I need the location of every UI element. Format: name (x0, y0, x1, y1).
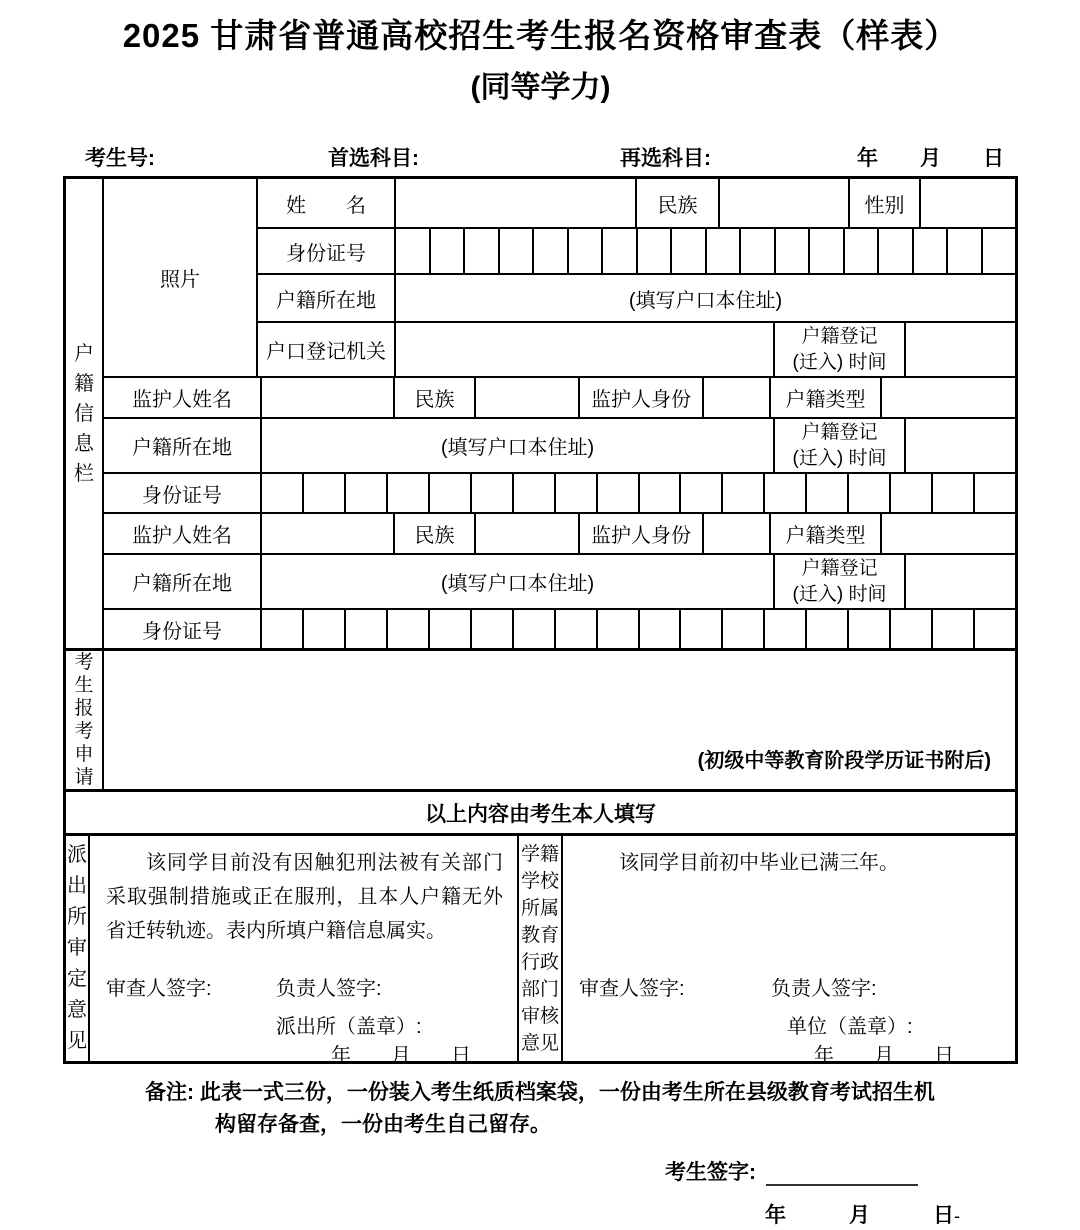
school-seal-label: 单位（盖章）: (787, 1016, 913, 1038)
id-digit-box (763, 610, 805, 648)
residence-label: 户籍所在地 (276, 289, 376, 312)
candidate-block (104, 179, 1015, 376)
police-review-box (90, 836, 517, 1067)
fill-notice: 以上内容由考生本人填写 (66, 789, 1015, 833)
police-date-label: 年 月 日 (331, 1045, 471, 1067)
household-section (66, 179, 1015, 648)
id-digit-box (847, 610, 889, 648)
school-reviewer-signature-label: 审查人签字: (579, 978, 685, 1000)
id-digit-box (739, 229, 774, 273)
registry-time-label: 户籍登记 (迁入) 时间 (773, 555, 904, 608)
police-statement: 该同学目前没有因触犯刑法被有关部门采取强制措施或正在服刑，且本人户籍无外省迁转轨迹。表内所填户籍信息属实。 (106, 852, 503, 942)
guardian-ethnicity-label: 民族 (393, 378, 474, 417)
id-digit-box (670, 229, 705, 273)
gender-value-cell (919, 179, 1015, 227)
police-responsible-signature-label: 负责人签字: (276, 978, 382, 1000)
id-digit-box (843, 229, 878, 273)
application-side-cell (66, 651, 104, 789)
name-value-cell (394, 179, 635, 227)
id-digit-box (512, 610, 554, 648)
footer-trailing-dash: - (954, 1206, 960, 1226)
id-digit-box (889, 610, 931, 648)
residence-hint: (填写户口本住址) (260, 555, 773, 608)
household-side-cell (66, 179, 104, 648)
registry-time-value-cell (904, 555, 1015, 608)
id-digit-box (912, 229, 947, 273)
application-note: (初级中等教育阶段学历证书附后) (697, 750, 991, 772)
police-side-label: 派出所审定意见 (67, 844, 87, 1052)
id-digit-box (463, 229, 498, 273)
school-statement: 该同学目前初中毕业已满三年。 (619, 852, 899, 874)
residence-hint: (填写户口本住址) (394, 275, 1015, 321)
registry-time-value-cell (904, 323, 1015, 376)
guardian-ethnicity-label: 民族 (393, 514, 474, 553)
footer-note (145, 1077, 945, 1141)
id-digit-box (596, 610, 638, 648)
id-digit-box (532, 229, 567, 273)
id-digit-box (889, 474, 931, 512)
registry-time-value-cell (904, 419, 1015, 472)
id-digit-box (567, 229, 602, 273)
id-digit-box (601, 229, 636, 273)
id-digit-box (946, 229, 981, 273)
id-digit-box (396, 229, 429, 273)
top-date-label: 年 月 日 (857, 147, 1004, 170)
footer-note-text: 此表一式三份，一份装入考生纸质档案袋，一份由考生所在县级教育考试招生机构留存备查，一份由考生自己留存。 (199, 1081, 935, 1136)
id-digit-box (973, 610, 1015, 648)
residence-label: 户籍所在地 (132, 437, 232, 459)
guardian-id-row (104, 608, 1015, 648)
id-digit-box (763, 474, 805, 512)
id-digit-box (705, 229, 740, 273)
footer-date-label: 年 月 日 (765, 1204, 954, 1227)
id-digit-box (554, 610, 596, 648)
household-type-label: 户籍类型 (769, 378, 880, 417)
first-subject-label: 首选科目: (328, 147, 419, 170)
id-digit-box (931, 474, 973, 512)
household-type-value-cell (880, 514, 1015, 553)
id-digit-box (638, 610, 680, 648)
household-content (104, 179, 1015, 648)
name-row (258, 179, 1015, 227)
id-number-label: 身份证号 (142, 484, 222, 507)
top-fields-row (63, 142, 1018, 172)
guardian-identity-label: 监护人身份 (578, 378, 702, 417)
id-digit-box (981, 229, 1016, 273)
id-number-label: 身份证号 (142, 620, 222, 643)
id-digit-box (386, 610, 428, 648)
id-digit-grid (260, 610, 1015, 648)
school-review-box (563, 836, 1018, 1067)
guardian-name-label: 监护人姓名 (132, 389, 232, 411)
guardian-residence-row (104, 417, 1015, 472)
id-digit-box (877, 229, 912, 273)
id-digit-box (302, 474, 344, 512)
school-side-cell (517, 836, 563, 1061)
id-digit-box (931, 610, 973, 648)
application-side-label: 考生报考申请 (74, 652, 94, 788)
photo-cell: 照片 (104, 179, 258, 376)
registry-office-row (258, 321, 1015, 376)
guardian-name-value-cell (260, 514, 393, 553)
school-responsible-signature-label: 负责人签字: (771, 978, 877, 1000)
page-title: 2025 甘肃省普通高校招生考生报名资格审查表（样表） (122, 17, 959, 54)
guardian-row (104, 512, 1015, 553)
candidate-signature-label: 考生签字: (665, 1161, 756, 1184)
id-digit-box (638, 474, 680, 512)
page-subtitle: (同等学力) (470, 71, 611, 104)
id-digit-box (679, 474, 721, 512)
id-digit-box (470, 474, 512, 512)
id-digit-grid (394, 229, 1015, 273)
ethnicity-value-cell (718, 179, 848, 227)
registry-time-label: 户籍登记 (迁入) 时间 (773, 419, 904, 472)
id-digit-box (386, 474, 428, 512)
residence-row (258, 273, 1015, 321)
id-number-row (258, 227, 1015, 273)
gender-label: 性别 (848, 179, 919, 227)
id-digit-box (428, 610, 470, 648)
guardian-identity-label: 监护人身份 (578, 514, 702, 553)
id-digit-box (808, 229, 843, 273)
id-digit-box (721, 474, 763, 512)
id-digit-box (679, 610, 721, 648)
police-side-cell (66, 836, 90, 1061)
household-type-label: 户籍类型 (769, 514, 880, 553)
id-digit-box (262, 474, 302, 512)
guardian-row (104, 376, 1015, 417)
application-section (66, 648, 1015, 789)
guardian-identity-value-cell (702, 378, 769, 417)
id-digit-box (302, 610, 344, 648)
household-side-label: 户籍信息栏 (74, 342, 94, 485)
school-date-label: 年 月 日 (814, 1045, 954, 1067)
id-digit-grid (260, 474, 1015, 512)
id-digit-box (596, 474, 638, 512)
name-label: 姓 名 (286, 194, 366, 217)
guardian-name-label: 监护人姓名 (132, 525, 232, 547)
guardian-id-row (104, 472, 1015, 512)
id-digit-box (262, 610, 302, 648)
id-digit-box (344, 474, 386, 512)
guardian-residence-row (104, 553, 1015, 608)
id-digit-box (429, 229, 464, 273)
id-digit-box (428, 474, 470, 512)
registry-office-label: 户口登记机关 (266, 341, 386, 363)
residence-hint: (填写户口本住址) (260, 419, 773, 472)
id-digit-box (847, 474, 889, 512)
id-digit-box (636, 229, 671, 273)
guardian-name-value-cell (260, 378, 393, 417)
id-digit-box (805, 610, 847, 648)
id-digit-box (721, 610, 763, 648)
second-subject-label: 再选科目: (620, 147, 711, 170)
form-table (63, 176, 1018, 1067)
registry-time-label: 户籍登记 (迁入) 时间 (773, 323, 904, 376)
id-digit-box (774, 229, 809, 273)
police-reviewer-signature-label: 审查人签字: (106, 978, 212, 1000)
id-digit-box (470, 610, 512, 648)
id-digit-box (344, 610, 386, 648)
id-number-label: 身份证号 (286, 242, 366, 265)
review-section (66, 833, 1015, 1067)
id-digit-box (805, 474, 847, 512)
signature-line (766, 1162, 918, 1186)
residence-label: 户籍所在地 (132, 573, 232, 595)
guardian-ethnicity-value-cell (474, 514, 578, 553)
candidate-no-label: 考生号: (85, 147, 155, 170)
school-side-label: 学籍学校所属教育行政部门审核意见 (520, 843, 559, 1054)
guardian-ethnicity-value-cell (474, 378, 578, 417)
police-seal-label: 派出所（盖章）: (276, 1016, 422, 1038)
ethnicity-label: 民族 (635, 179, 718, 227)
id-digit-box (498, 229, 533, 273)
guardian-identity-value-cell (702, 514, 769, 553)
id-digit-box (512, 474, 554, 512)
registry-office-value-cell (394, 323, 773, 376)
id-digit-box (973, 474, 1015, 512)
footer-note-label: 备注: (145, 1081, 194, 1104)
household-type-value-cell (880, 378, 1015, 417)
id-digit-box (554, 474, 596, 512)
